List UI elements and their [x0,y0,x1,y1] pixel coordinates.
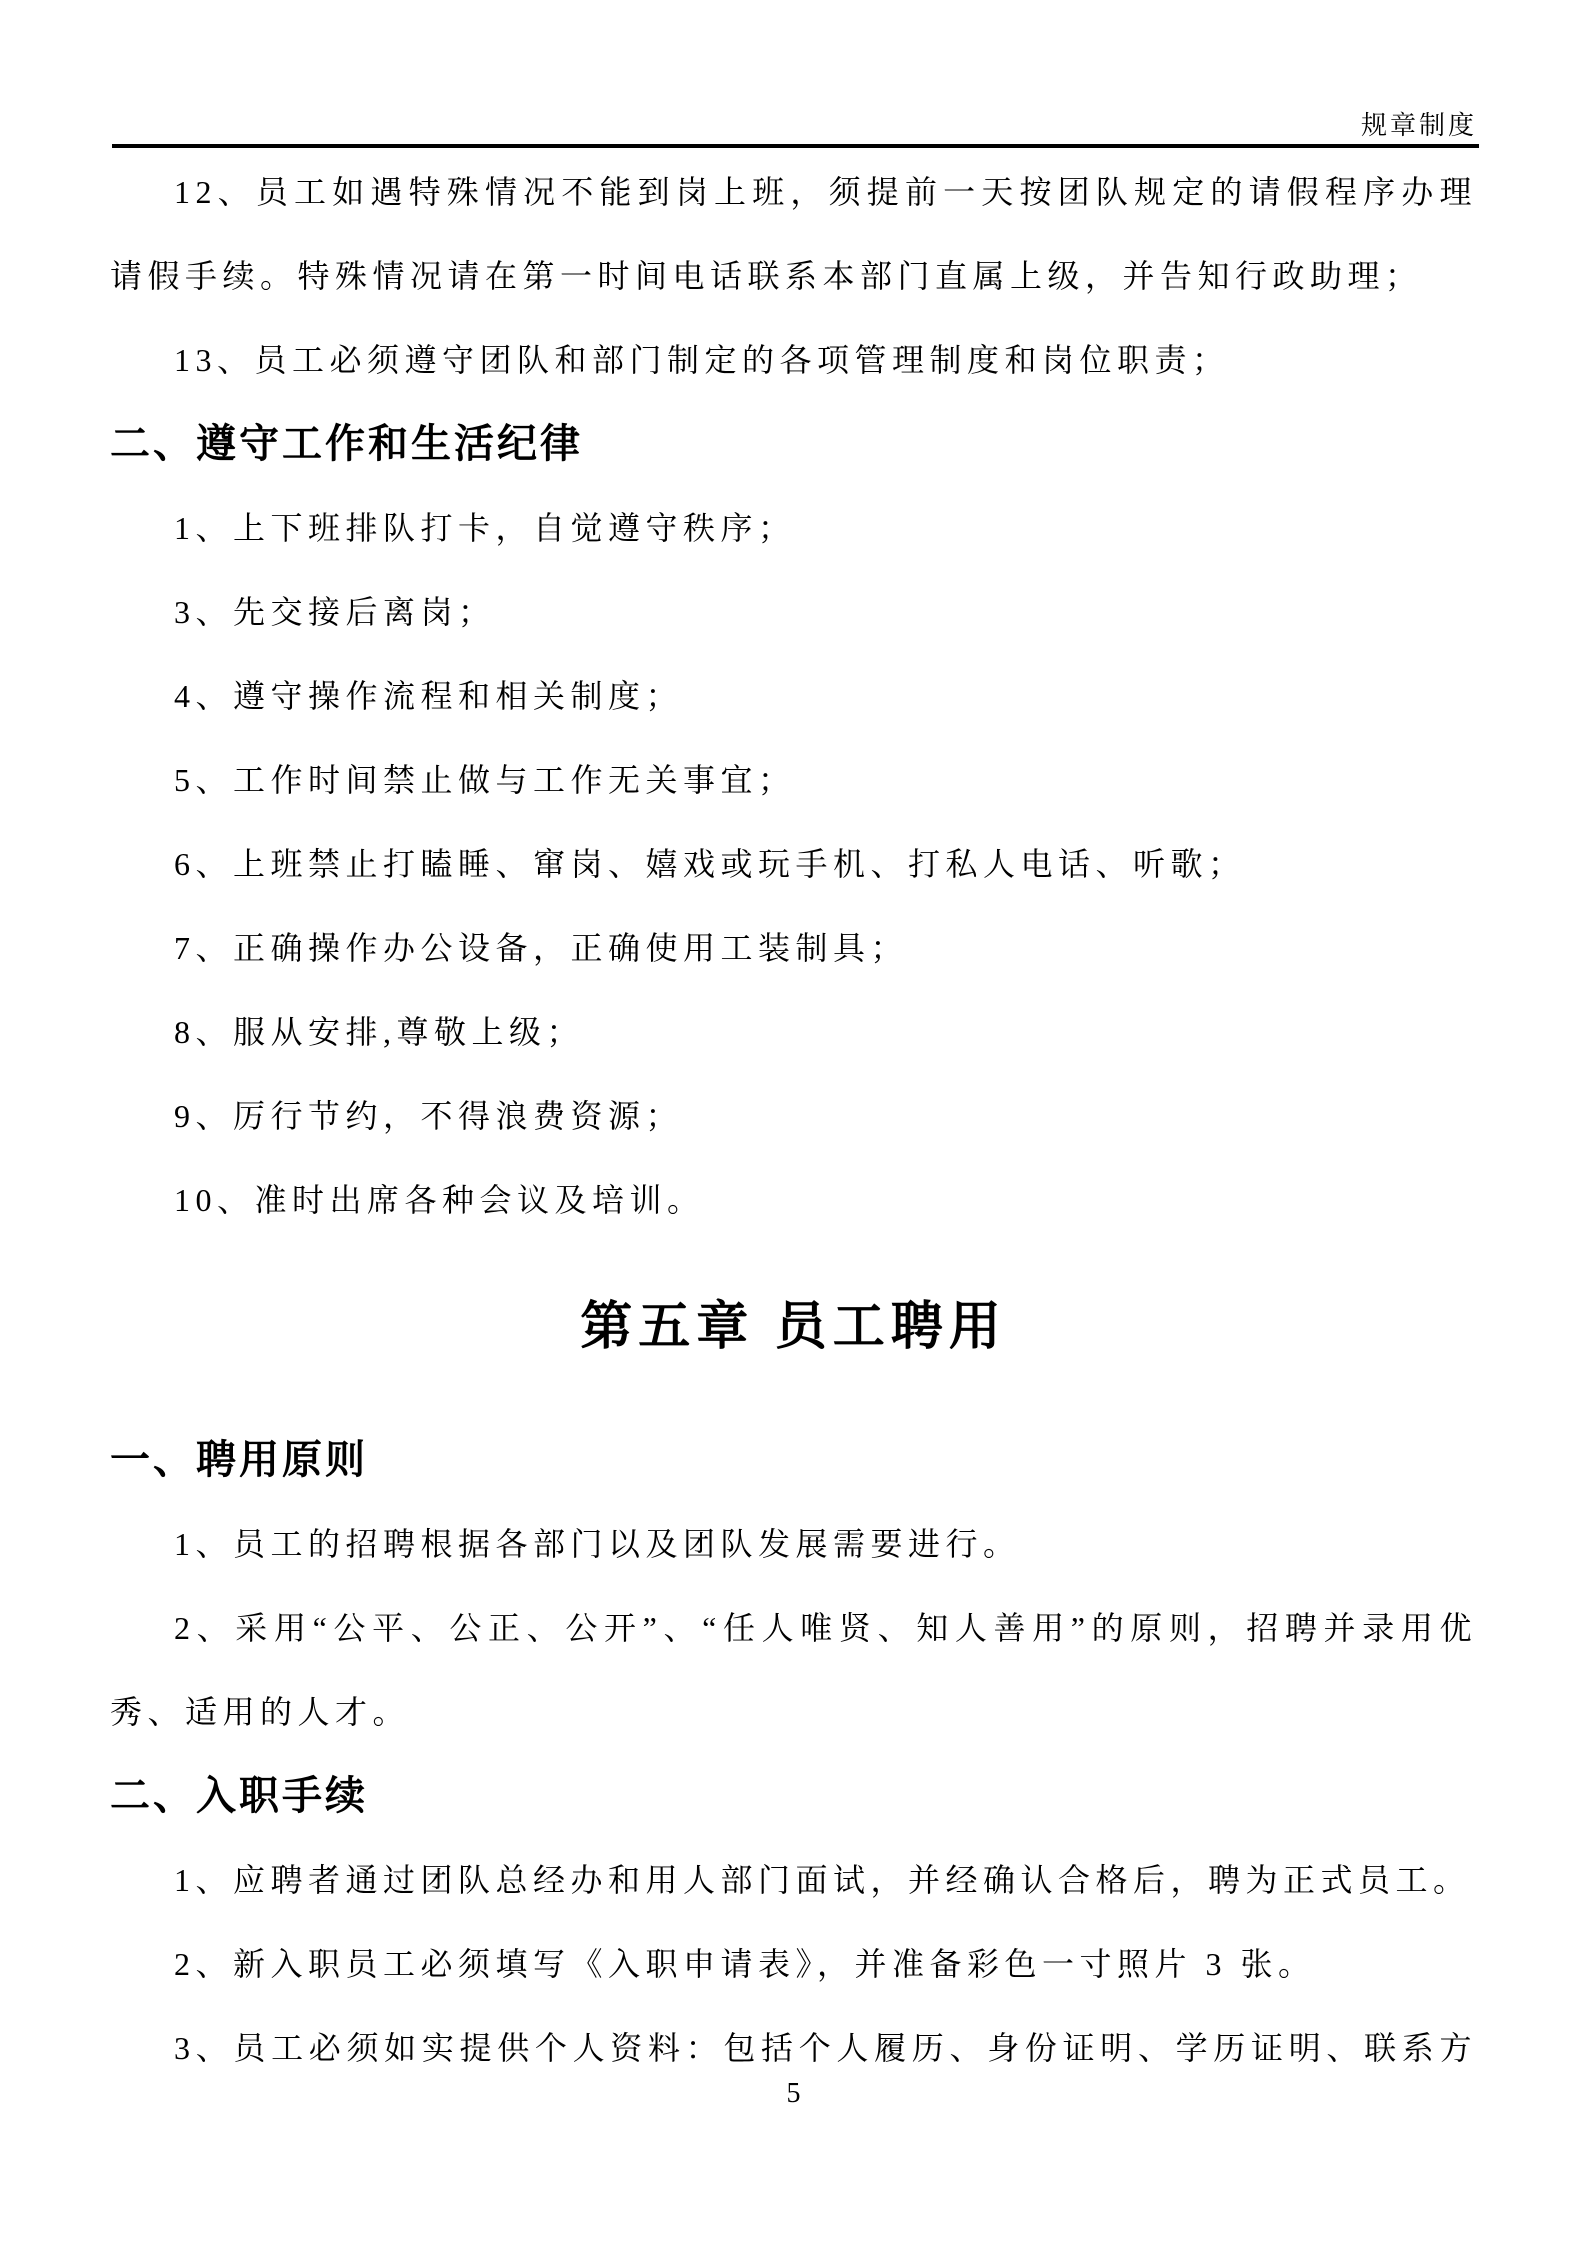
discipline-item-8: 8、服从安排,尊敬上级； [174,1014,585,1050]
discipline-item-3: 3、先交接后离岗； [174,594,496,630]
page-header-label: 规章制度 [1360,110,1477,140]
discipline-item-1: 1、上下班排队打卡，自觉遵守秩序； [174,510,796,546]
page-number: 5 [786,2078,801,2109]
section-heading-hiring-principles: 一、聘用原则 [110,1438,368,1482]
hiring-item-2: 2、采用“公平、公正、公开”、“任人唯贤、知人善用”的原则，招聘并录用优秀、适用的人才。 [110,1610,1477,1730]
page-header [0,0,1587,140]
document-body [110,148,1477,2090]
hiring-item-1: 1、员工的招聘根据各部门以及团队发展需要进行。 [174,1526,1021,1562]
discipline-item-6: 6、上班禁止打瞌睡、窜岗、嬉戏或玩手机、打私人电话、听歌； [174,846,1246,882]
onboarding-item-2: 2、新入职员工必须填写《入职申请表》，并准备彩色一寸照片 3 张。 [174,1946,1316,1982]
para-rule-12: 12、员工如遇特殊情况不能到岗上班，须提前一天按团队规定的请假程序办理请假手续。特殊情况请在第一时间电话联系本部门直属上级，并告知行政助理； [110,174,1477,294]
para-rule-13: 13、员工必须遵守团队和部门制定的各项管理制度和岗位职责； [174,342,1230,378]
onboarding-item-3: 3、员工必须如实提供个人资料：包括个人履历、身份证明、学历证明、联系方 [174,2030,1477,2066]
section-heading-onboarding-procedure: 二、入职手续 [110,1774,368,1818]
chapter-heading: 第五章 员工聘用 [580,1298,1007,1356]
discipline-item-9: 9、厉行节约，不得浪费资源； [174,1098,684,1134]
discipline-item-10: 10、准时出席各种会议及培训。 [174,1182,705,1218]
discipline-item-7: 7、正确操作办公设备，正确使用工装制具； [174,930,909,966]
onboarding-item-1: 1、应聘者通过团队总经办和用人部门面试，并经确认合格后，聘为正式员工。 [174,1862,1471,1898]
discipline-item-4: 4、遵守操作流程和相关制度； [174,678,684,714]
section-heading-work-discipline: 二、遵守工作和生活纪律 [110,422,583,466]
discipline-item-5: 5、工作时间禁止做与工作无关事宜； [174,762,796,798]
